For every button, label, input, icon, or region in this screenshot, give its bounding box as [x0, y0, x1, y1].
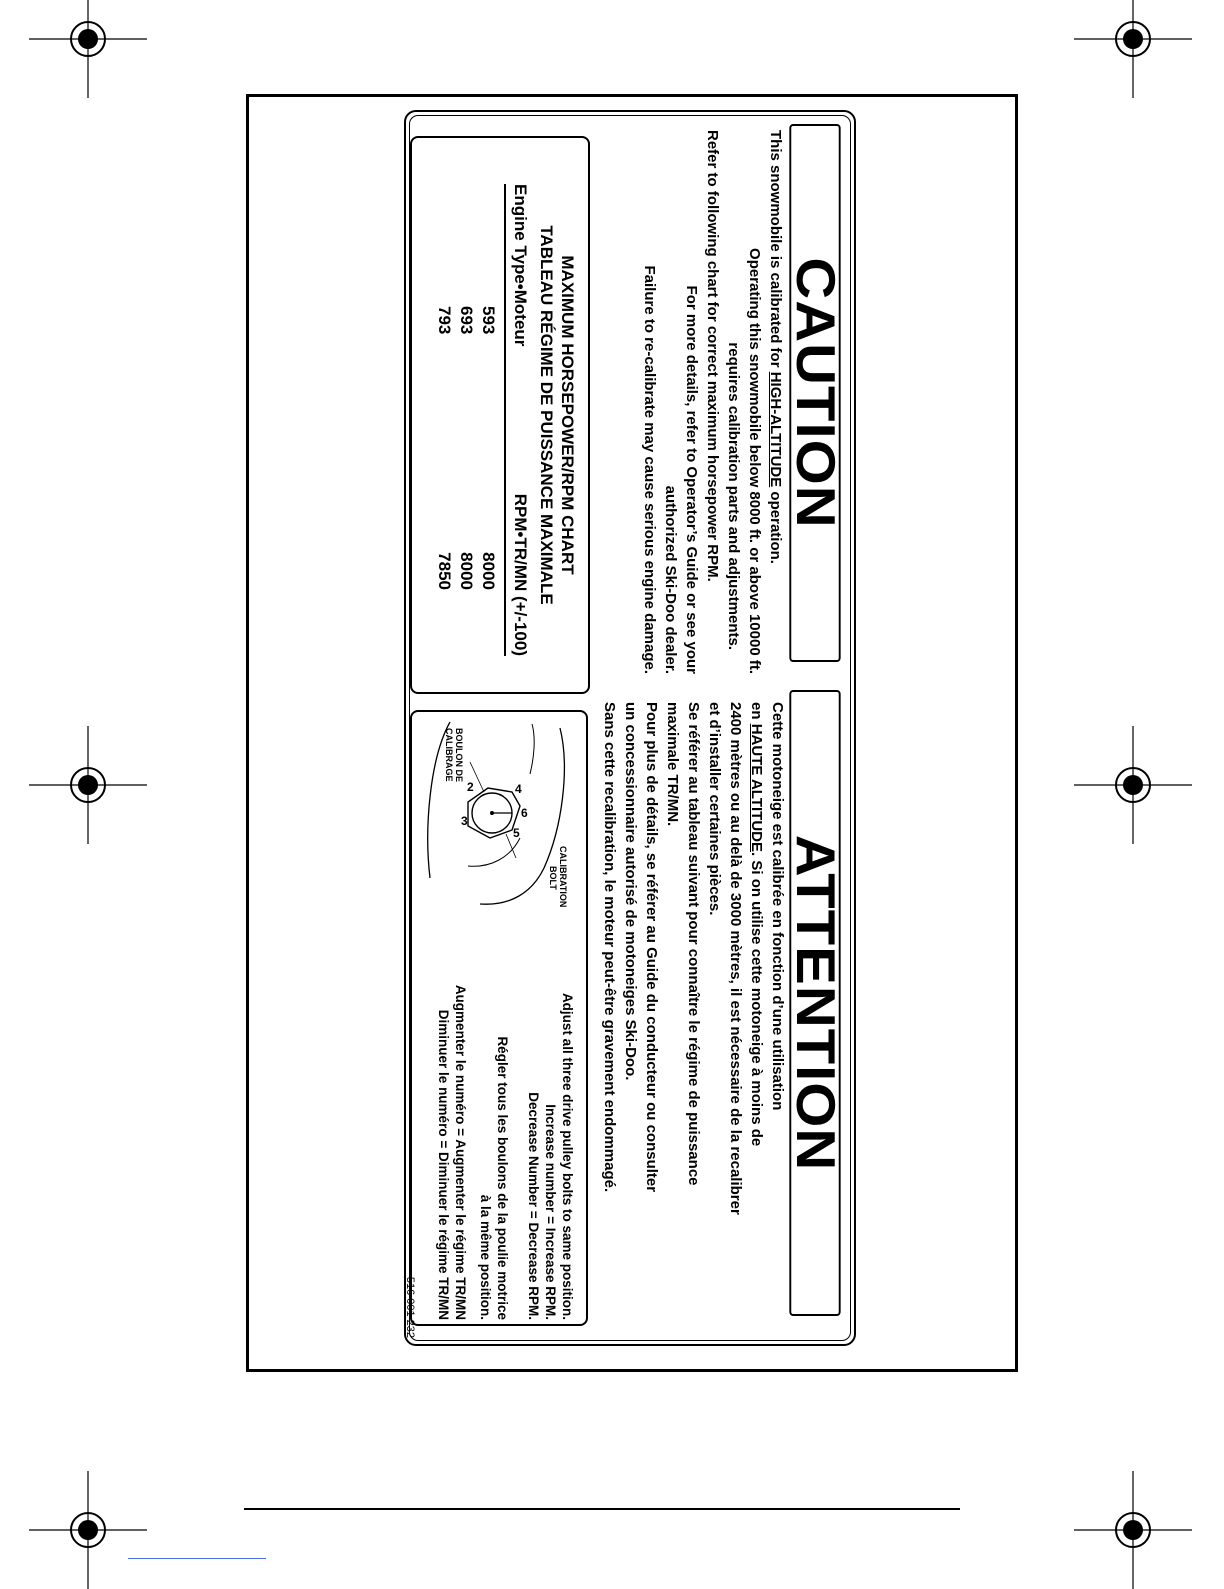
bolt-digit-6: 6 — [521, 806, 528, 820]
boulon-label-line-1: BOULON DE — [454, 728, 464, 782]
caution-line-1: This snowmobile is calibrated for HIGH-ALTITUDE operation. — [767, 130, 784, 564]
table-row — [454, 184, 476, 656]
engine-type-header: Engine Type•Moteur — [511, 184, 530, 347]
attention-line-9: Sans cette recalibration, le moteur peut-être gravement endommagé. — [601, 702, 618, 1193]
calibration-bolt-label-line-2: BOLT — [548, 866, 558, 890]
caution-text — [639, 130, 786, 674]
rpm-chart-title — [536, 138, 578, 692]
caution-banner: CAUTION — [789, 124, 840, 662]
caution-line-4: Refer to following chart for correct maximum horsepower RPM. — [704, 130, 721, 582]
pulley-en-line-3: Decrease Number = Decrease RPM. — [526, 1092, 541, 1320]
part-number: 516 001 232 — [404, 1276, 416, 1338]
table-row — [476, 184, 498, 656]
pulley-fr-line-1: Régler tous les boulons de la poulie motrice — [495, 1036, 510, 1320]
rpm-chart-title-fr: TABLEAU RÉGIME DE PUISSANCE MAXIMALE — [537, 225, 556, 605]
caution-line-6: authorized Ski-Doo dealer. — [662, 485, 679, 674]
high-altitude-emphasis: HIGH-ALTITUDE — [767, 371, 784, 488]
attention-line-8: un concessionnaire autorisé de motoneiges Ski-Doo. — [622, 702, 639, 1081]
bolt-digit-5: 5 — [513, 826, 520, 840]
calibration-bolt-diagram — [420, 718, 580, 908]
bolt-digit-3: 3 — [461, 814, 468, 828]
pulley-fr-line-2: à la même position. — [478, 1194, 493, 1320]
rpm-chart — [410, 136, 590, 694]
engine-type-cell: 693 — [457, 306, 476, 335]
engine-type-cell: 593 — [479, 306, 498, 335]
caution-line-2: Operating this snowmobile below 8000 ft. or above 10000 ft. — [746, 248, 763, 674]
rpm-cell: 8000 — [479, 552, 498, 590]
calibration-bolt-label-line-1: CALIBRATION — [558, 846, 568, 908]
rpm-chart-header — [504, 184, 530, 656]
attention-text — [599, 702, 788, 1322]
attention-line-2: en HAUTE ALTITUDE. Si on utilise cette motoneige à moins de — [748, 702, 765, 1147]
attention-line-5: Se référer au tableau suivant pour connaître le régime de puissance — [685, 702, 702, 1186]
pulley-fr-line-3: Augmenter le numéro = Augmenter le régime TR/MN — [453, 984, 468, 1320]
registration-mark-bottom-right — [1074, 1471, 1192, 1589]
attention-line-6: maximale TR/MN. — [664, 702, 681, 827]
registration-mark-top-left — [29, 0, 147, 98]
caution-line-5: For more details, refer to Operator’s Guide or see your — [683, 285, 700, 674]
rpm-header: RPM•TR/MN (+/-100) — [511, 493, 530, 656]
engine-type-cell: 793 — [435, 306, 454, 335]
corner-rule — [128, 1558, 266, 1559]
rpm-cell: 8000 — [457, 552, 476, 590]
attention-line-7: Pour plus de détails, se référer au Guide du conducteur ou consulter — [643, 702, 660, 1193]
attention-line-3: 2400 mètres ou au delà de 3000 mètres, il est nécessaire de la recalibrer — [727, 702, 744, 1215]
warning-label — [404, 110, 856, 1346]
haute-altitude-emphasis: HAUTE ALTITUDE — [748, 723, 765, 853]
pulley-instructions — [435, 934, 576, 1320]
attention-line-1: Cette motoneige est calibrée en fonction d’une utilisation — [769, 702, 786, 1111]
registration-mark-bottom-left — [29, 1471, 147, 1589]
bolt-digit-2: 2 — [467, 780, 474, 794]
rpm-cell: 7850 — [435, 552, 454, 590]
table-row — [432, 184, 454, 656]
rpm-chart-title-en: MAXIMUM HORSEPOWER/RPM CHART — [558, 255, 577, 575]
attention-banner: ATTENTION — [789, 690, 840, 1316]
boulon-label-line-2: CALIBRAGE — [444, 728, 454, 782]
footer-rule — [244, 1508, 960, 1510]
caution-line-3: requires calibration parts and adjustments. — [725, 342, 742, 650]
caution-line-7: Failure to re-calibrate may cause serious engine damage. — [641, 265, 658, 674]
registration-mark-middle-right — [1074, 726, 1192, 844]
pulley-en-line-2: Increase number = Increase RPM. — [543, 1104, 558, 1320]
attention-line-4: et d’installer certaines pièces. — [706, 702, 723, 916]
bolt-digit-4: 4 — [515, 782, 522, 796]
pulley-adjustment-box — [410, 710, 588, 1326]
pulley-en-line-1: Adjust all three drive pulley bolts to same position. — [560, 992, 575, 1320]
pulley-fr-line-4: Diminuer le numéro = Diminuer le régime TR/MN — [436, 1009, 451, 1320]
registration-mark-top-right — [1074, 0, 1192, 98]
registration-mark-middle-left — [29, 726, 147, 844]
